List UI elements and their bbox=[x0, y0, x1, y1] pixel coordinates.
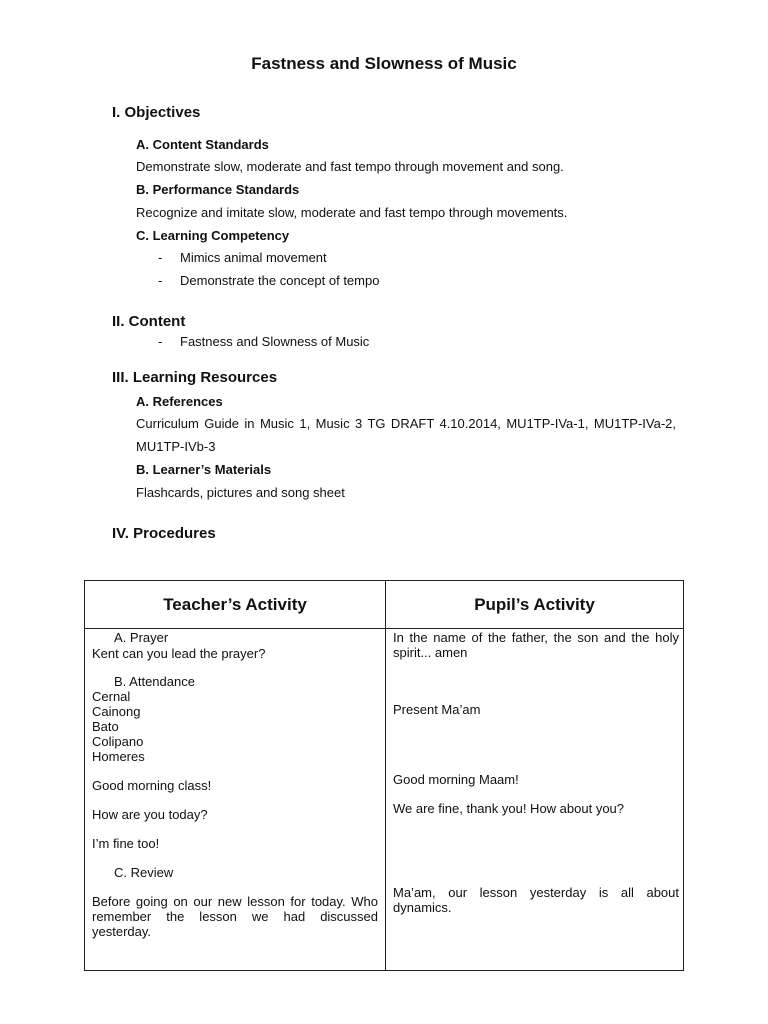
teacher-how-are-you: How are you today? bbox=[92, 807, 208, 822]
pupil-greeting: Good morning Maam! bbox=[393, 772, 519, 787]
performance-standards-text: Recognize and imitate slow, moderate and fast tempo through movements. bbox=[136, 205, 568, 220]
pupil-fine: We are fine, thank you! How about you? bbox=[393, 801, 625, 816]
pupil-present: Present Ma’am bbox=[393, 702, 481, 717]
attendance-name: Colipano bbox=[92, 734, 144, 749]
list-bullet: - bbox=[158, 250, 163, 265]
learners-materials-text: Flashcards, pictures and song sheet bbox=[136, 485, 345, 500]
teacher-activity-cell bbox=[85, 629, 386, 971]
pupil-activity-cell bbox=[386, 629, 684, 971]
prayer-text: Kent can you lead the prayer? bbox=[92, 646, 266, 661]
references-text: Curriculum Guide in Music 1, Music 3 TG DRAFT 4.10.2014, MU1TP-IVa-1, MU1TP-IVa-2, MU1TP-IVb-3 bbox=[136, 416, 676, 454]
document-title: Fastness and Slowness of Music bbox=[251, 54, 517, 73]
teacher-fine-too: I’m fine too! bbox=[92, 836, 160, 851]
section-heading-objectives: I. Objectives bbox=[112, 104, 201, 121]
teacher-activity-header: Teacher’s Activity bbox=[85, 581, 386, 629]
section-heading-procedures: IV. Procedures bbox=[112, 525, 216, 542]
pupil-prayer-response: In the name of the father, the son and the holy spirit... amen bbox=[393, 630, 679, 660]
references-label: A. References bbox=[136, 394, 223, 409]
content-standards-label: A. Content Standards bbox=[136, 137, 269, 152]
prayer-label: A. Prayer bbox=[114, 630, 169, 645]
pupil-activity-header: Pupil’s Activity bbox=[386, 581, 684, 629]
learners-materials-label: B. Learner’s Materials bbox=[136, 462, 272, 477]
attendance-name: Cernal bbox=[92, 689, 131, 704]
list-item: Mimics animal movement bbox=[180, 250, 327, 265]
review-label: C. Review bbox=[114, 865, 174, 880]
activity-table bbox=[84, 580, 684, 971]
learning-competency-label: C. Learning Competency bbox=[136, 228, 290, 243]
teacher-greeting: Good morning class! bbox=[92, 778, 212, 793]
attendance-label: B. Attendance bbox=[114, 674, 195, 689]
attendance-name: Cainong bbox=[92, 704, 141, 719]
list-item: Demonstrate the concept of tempo bbox=[180, 273, 380, 288]
section-heading-learning-resources: III. Learning Resources bbox=[112, 369, 278, 386]
performance-standards-label: B. Performance Standards bbox=[136, 182, 300, 197]
pupil-review-response: Ma’am, our lesson yesterday is all about dynamics. bbox=[393, 885, 679, 915]
section-heading-content: II. Content bbox=[112, 313, 186, 330]
content-standards-text: Demonstrate slow, moderate and fast tempo through movement and song. bbox=[136, 159, 564, 174]
attendance-name: Bato bbox=[92, 719, 119, 734]
review-text: Before going on our new lesson for today. Who remember the lesson we had discussed yesterday. bbox=[92, 894, 378, 939]
attendance-name: Homeres bbox=[92, 749, 145, 764]
list-bullet: - bbox=[158, 273, 163, 288]
list-bullet: - bbox=[158, 334, 163, 349]
list-item: Fastness and Slowness of Music bbox=[180, 334, 370, 349]
